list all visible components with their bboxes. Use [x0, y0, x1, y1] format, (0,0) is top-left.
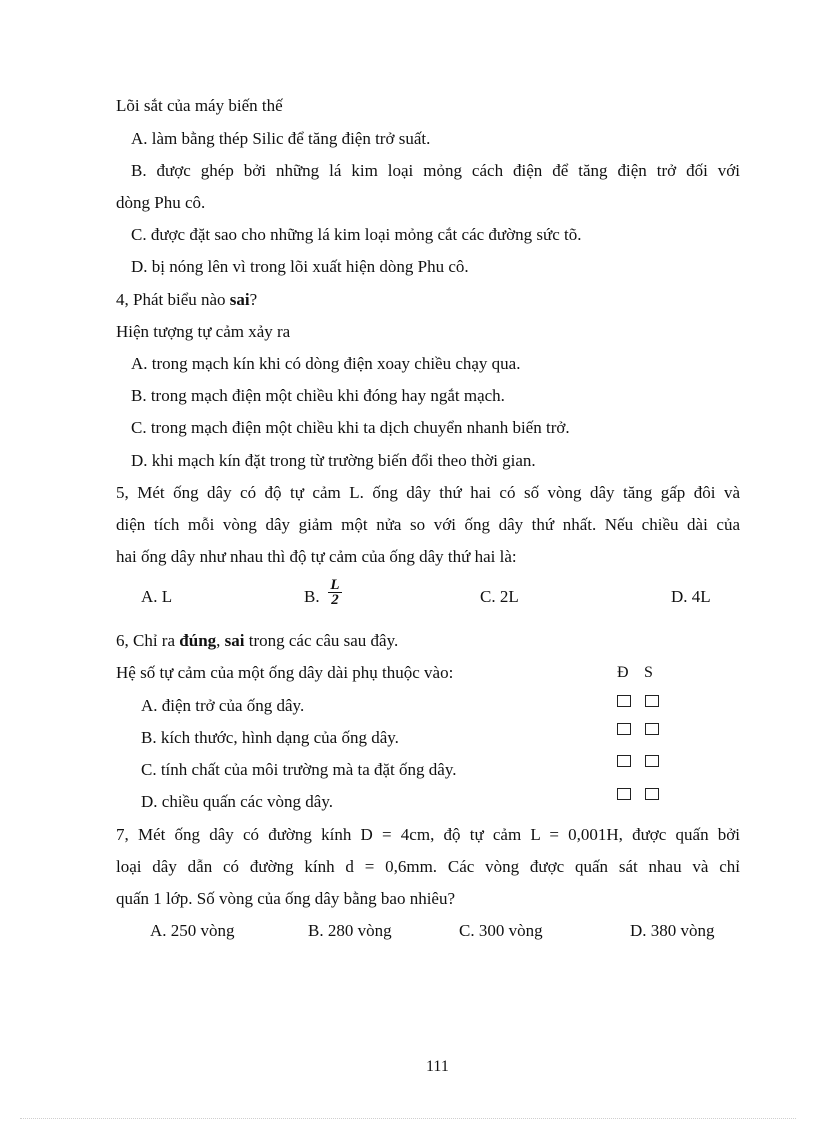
q7-option-c: C. 300 vòng — [459, 921, 543, 940]
q7-option-d: D. 380 vòng — [630, 921, 715, 940]
q6-stem-mid: , — [216, 631, 225, 650]
q7-line3: quấn 1 lớp. Số vòng của ống dây bằng bao nhiêu? — [116, 889, 456, 908]
q6-b-true-checkbox[interactable] — [617, 723, 631, 735]
q6-b-false-checkbox[interactable] — [645, 723, 659, 735]
q4-stem — [116, 289, 257, 311]
q6-a-true-checkbox[interactable] — [617, 695, 631, 707]
q6-option-b: B. kích thước, hình dạng của ống dây. — [141, 728, 399, 747]
q6-stem-bold-sai: sai — [224, 631, 245, 650]
q3-option-b-line2: dòng Phu cô. — [116, 193, 206, 212]
q3-stem: Lõi sắt của máy biến thế — [116, 96, 283, 115]
q6-a-false-checkbox[interactable] — [645, 695, 659, 707]
q4-option-d: D. khi mạch kín đặt trong từ trường biến đổi theo thời gian. — [131, 451, 536, 470]
q4-stem-pre: 4, Phát biểu nào — [116, 290, 230, 309]
q5-option-a: A. L — [141, 587, 173, 606]
q6-column-s-header: S — [644, 664, 653, 681]
page-bottom-dotted-divider — [20, 1118, 796, 1119]
q3-option-a: A. làm bằng thép Silic để tăng điện trở suất. — [131, 129, 431, 148]
q6-stem — [116, 630, 398, 652]
q5-line1: 5, Mét ống dây có độ tự cảm L. ống dây thứ hai có số vòng dây tăng gấp đôi và — [116, 483, 740, 502]
q6-d-true-checkbox[interactable] — [617, 788, 631, 800]
page-number: 111 — [426, 1058, 449, 1075]
q6-option-a: A. điện trở của ống dây. — [141, 696, 305, 715]
q3-option-d: D. bị nóng lên vì trong lõi xuất hiện dòng Phu cô. — [131, 257, 469, 276]
q5-fraction-denominator: 2 — [331, 592, 339, 608]
q7-line2: loại dây dẫn có đường kính d = 0,6mm. Các vòng được quấn sát nhau và chỉ — [116, 857, 740, 876]
q6-option-c: C. tính chất của môi trường mà ta đặt ống dây. — [141, 760, 457, 779]
q6-c-false-checkbox[interactable] — [645, 755, 659, 767]
q6-stem-post: trong các câu sau đây. — [244, 631, 399, 650]
q6-c-true-checkbox[interactable] — [617, 755, 631, 767]
q6-lead: Hệ số tự cảm của một ống dây dài phụ thuộc vào: — [116, 663, 454, 682]
q5-fraction-numerator: L — [328, 578, 342, 593]
q4-option-c: C. trong mạch điện một chiều khi ta dịch chuyển nhanh biến trở. — [131, 418, 570, 437]
q5-line3: hai ống dây như nhau thì độ tự cảm của ống dây thứ hai là: — [116, 547, 517, 566]
q5-option-b-label: B. — [304, 587, 320, 606]
q4-option-b: B. trong mạch điện một chiều khi đóng hay ngắt mạch. — [131, 386, 505, 405]
q4-option-a: A. trong mạch kín khi có dòng điện xoay chiều chạy qua. — [131, 354, 521, 373]
q3-option-c: C. được đặt sao cho những lá kim loại mỏng cắt các đường sức tõ. — [131, 225, 582, 244]
q6-stem-pre: 6, Chỉ ra — [116, 631, 180, 650]
q3-option-b-line1: B. được ghép bởi những lá kim loại mỏng cách điện để tăng điện trở đối với — [131, 161, 740, 180]
q4-lead: Hiện tượng tự cảm xảy ra — [116, 322, 291, 341]
q5-option-b-fraction — [328, 578, 342, 607]
q5-option-d: D. 4L — [671, 587, 711, 606]
q5-line2: diện tích mỗi vòng dây giảm một nửa so với ống dây thứ nhất. Nếu chiều dài của — [116, 515, 740, 534]
q4-stem-post: ? — [249, 290, 258, 309]
q6-stem-bold-dung: đúng — [179, 631, 217, 650]
q5-option-c: C. 2L — [480, 587, 519, 606]
q7-option-a: A. 250 vòng — [150, 921, 235, 940]
q6-d-false-checkbox[interactable] — [645, 788, 659, 800]
q6-option-d: D. chiều quấn các vòng dây. — [141, 792, 333, 811]
q6-column-d-header: Đ — [617, 664, 629, 681]
q7-option-b: B. 280 vòng — [308, 921, 392, 940]
q4-stem-bold: sai — [229, 290, 250, 309]
q7-line1: 7, Mét ống dây có đường kính D = 4cm, độ tự cảm L = 0,001H, được quấn bởi — [116, 825, 740, 844]
